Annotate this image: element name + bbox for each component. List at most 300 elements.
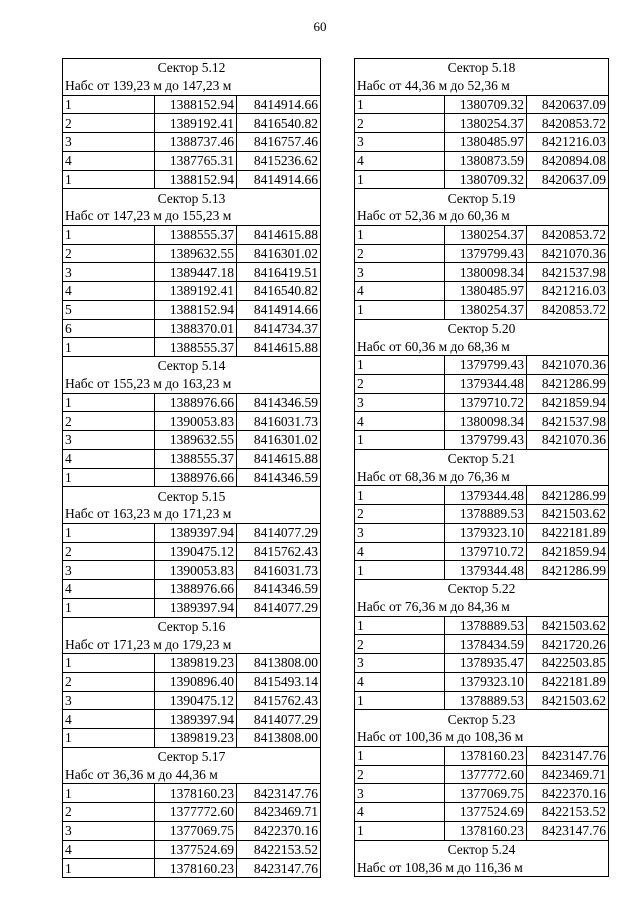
point-number-cell: 1	[63, 598, 155, 617]
table-row	[63, 114, 321, 133]
y-coordinate-cell: 8415493.14	[237, 672, 321, 691]
table-row	[63, 431, 321, 450]
table-row	[63, 319, 321, 338]
sector-title-row	[355, 580, 609, 598]
x-coordinate-cell: 1390896.40	[155, 672, 237, 691]
point-number-cell: 4	[355, 412, 445, 431]
y-coordinate-cell: 8421286.99	[527, 374, 609, 393]
x-coordinate-cell: 1390053.83	[155, 561, 237, 580]
table-row	[63, 300, 321, 319]
point-number-cell: 1	[355, 561, 445, 580]
sector-height-range: Набс от 100,36 м до 108,36 м	[355, 728, 609, 746]
x-coordinate-cell: 1388976.66	[155, 468, 237, 487]
y-coordinate-cell: 8420853.72	[527, 114, 609, 133]
point-number-cell: 6	[63, 319, 155, 338]
y-coordinate-cell: 8420894.08	[527, 151, 609, 170]
y-coordinate-cell: 8422370.16	[527, 784, 609, 803]
table-row	[355, 746, 609, 765]
x-coordinate-cell: 1380709.32	[445, 170, 527, 189]
x-coordinate-cell: 1389397.94	[155, 710, 237, 729]
y-coordinate-cell: 8414914.66	[237, 170, 321, 189]
y-coordinate-cell: 8416757.46	[237, 133, 321, 152]
table-row	[355, 133, 609, 152]
point-number-cell: 2	[355, 114, 445, 133]
table-row	[63, 449, 321, 468]
x-coordinate-cell: 1388152.94	[155, 95, 237, 114]
sector-range-row	[355, 337, 609, 355]
table-row	[63, 784, 321, 803]
point-number-cell: 2	[355, 765, 445, 784]
x-coordinate-cell: 1379344.48	[445, 561, 527, 580]
table-row	[355, 263, 609, 282]
point-number-cell: 2	[63, 542, 155, 561]
x-coordinate-cell: 1379799.43	[445, 431, 527, 450]
sector-title-row	[355, 710, 609, 728]
page-number: 60	[313, 19, 327, 34]
x-coordinate-cell: 1389632.55	[155, 244, 237, 263]
point-number-cell: 1	[355, 95, 445, 114]
y-coordinate-cell: 8413808.00	[237, 654, 321, 673]
x-coordinate-cell: 1380098.34	[445, 412, 527, 431]
point-number-cell: 1	[63, 859, 155, 878]
point-number-cell: 1	[355, 431, 445, 450]
x-coordinate-cell: 1388152.94	[155, 170, 237, 189]
point-number-cell: 3	[355, 133, 445, 152]
y-coordinate-cell: 8421859.94	[527, 393, 609, 412]
sector-title: Сектор 5.21	[355, 449, 609, 467]
point-number-cell: 3	[63, 431, 155, 450]
x-coordinate-cell: 1378160.23	[445, 821, 527, 840]
table-row	[355, 393, 609, 412]
sector-height-range: Набс от 36,36 м до 44,36 м	[63, 766, 321, 784]
point-number-cell: 3	[63, 561, 155, 580]
y-coordinate-cell: 8414346.59	[237, 393, 321, 412]
sector-title: Сектор 5.22	[355, 580, 609, 598]
x-coordinate-cell: 1380254.37	[445, 114, 527, 133]
x-coordinate-cell: 1378160.23	[155, 859, 237, 878]
point-number-cell: 4	[63, 151, 155, 170]
x-coordinate-cell: 1379344.48	[445, 486, 527, 505]
y-coordinate-cell: 8416301.02	[237, 244, 321, 263]
table-row	[355, 561, 609, 580]
table-row	[63, 654, 321, 673]
table-row	[63, 729, 321, 748]
y-coordinate-cell: 8416031.73	[237, 412, 321, 431]
x-coordinate-cell: 1377772.60	[155, 803, 237, 822]
sector-title-row	[355, 59, 609, 77]
point-number-cell: 1	[355, 486, 445, 505]
table-row	[355, 95, 609, 114]
sector-height-range: Набс от 171,23 м до 179,23 м	[63, 635, 321, 653]
table-row	[63, 468, 321, 487]
right-coordinates-table	[354, 58, 609, 877]
point-number-cell: 3	[355, 523, 445, 542]
x-coordinate-cell: 1380098.34	[445, 263, 527, 282]
point-number-cell: 1	[355, 225, 445, 244]
point-number-cell: 2	[355, 635, 445, 654]
table-row	[63, 821, 321, 840]
table-row	[355, 654, 609, 673]
point-number-cell: 2	[63, 412, 155, 431]
y-coordinate-cell: 8421503.62	[527, 691, 609, 710]
table-row	[355, 523, 609, 542]
y-coordinate-cell: 8421720.26	[527, 635, 609, 654]
x-coordinate-cell: 1389632.55	[155, 431, 237, 450]
x-coordinate-cell: 1378434.59	[445, 635, 527, 654]
table-row	[355, 225, 609, 244]
y-coordinate-cell: 8423469.71	[237, 803, 321, 822]
x-coordinate-cell: 1388737.46	[155, 133, 237, 152]
y-coordinate-cell: 8414914.66	[237, 300, 321, 319]
y-coordinate-cell: 8421216.03	[527, 282, 609, 301]
point-number-cell: 3	[355, 784, 445, 803]
x-coordinate-cell: 1380254.37	[445, 300, 527, 319]
table-row	[355, 486, 609, 505]
table-row	[355, 114, 609, 133]
x-coordinate-cell: 1390475.12	[155, 542, 237, 561]
table-row	[63, 151, 321, 170]
y-coordinate-cell: 8414734.37	[237, 319, 321, 338]
x-coordinate-cell: 1389819.23	[155, 654, 237, 673]
table-row	[355, 784, 609, 803]
x-coordinate-cell: 1388976.66	[155, 580, 237, 599]
x-coordinate-cell: 1380485.97	[445, 133, 527, 152]
y-coordinate-cell: 8423147.76	[527, 746, 609, 765]
sector-height-range: Набс от 44,36 м до 52,36 м	[355, 77, 609, 95]
x-coordinate-cell: 1389192.41	[155, 282, 237, 301]
y-coordinate-cell: 8416031.73	[237, 561, 321, 580]
table-row	[355, 505, 609, 524]
sector-title: Сектор 5.16	[63, 617, 321, 635]
x-coordinate-cell: 1379799.43	[445, 244, 527, 263]
point-number-cell: 4	[355, 672, 445, 691]
y-coordinate-cell: 8421537.98	[527, 412, 609, 431]
y-coordinate-cell: 8415762.43	[237, 542, 321, 561]
point-number-cell: 1	[355, 691, 445, 710]
point-number-cell: 1	[355, 170, 445, 189]
table-row	[355, 616, 609, 635]
table-row	[63, 244, 321, 263]
x-coordinate-cell: 1388555.37	[155, 338, 237, 357]
sector-range-row	[355, 598, 609, 616]
y-coordinate-cell: 8415762.43	[237, 691, 321, 710]
y-coordinate-cell: 8414346.59	[237, 580, 321, 599]
y-coordinate-cell: 8420853.72	[527, 300, 609, 319]
x-coordinate-cell: 1378889.53	[445, 691, 527, 710]
sector-range-row	[63, 766, 321, 784]
point-number-cell: 3	[63, 691, 155, 710]
sector-title: Сектор 5.23	[355, 710, 609, 728]
point-number-cell: 4	[355, 282, 445, 301]
sector-title: Сектор 5.15	[63, 487, 321, 505]
y-coordinate-cell: 8421070.36	[527, 244, 609, 263]
sector-height-range: Набс от 108,36 м до 116,36 м	[355, 858, 609, 876]
table-row	[355, 151, 609, 170]
x-coordinate-cell: 1379323.10	[445, 523, 527, 542]
table-row	[63, 338, 321, 357]
table-row	[63, 523, 321, 542]
table-row	[355, 300, 609, 319]
point-number-cell: 1	[63, 729, 155, 748]
sector-range-row	[355, 858, 609, 876]
point-number-cell: 3	[63, 133, 155, 152]
right-table-body	[355, 59, 609, 877]
table-row	[63, 803, 321, 822]
y-coordinate-cell: 8414077.29	[237, 710, 321, 729]
point-number-cell: 3	[355, 654, 445, 673]
sector-range-row	[355, 207, 609, 225]
y-coordinate-cell: 8416540.82	[237, 282, 321, 301]
point-number-cell: 4	[63, 710, 155, 729]
point-number-cell: 1	[63, 225, 155, 244]
point-number-cell: 1	[63, 654, 155, 673]
point-number-cell: 2	[355, 505, 445, 524]
table-row	[355, 374, 609, 393]
point-number-cell: 4	[63, 580, 155, 599]
sector-title-row	[63, 189, 321, 207]
table-row	[63, 859, 321, 878]
point-number-cell: 1	[355, 616, 445, 635]
y-coordinate-cell: 8421286.99	[527, 486, 609, 505]
table-row	[63, 95, 321, 114]
table-row	[355, 635, 609, 654]
table-row	[355, 542, 609, 561]
sector-title-row	[355, 319, 609, 337]
x-coordinate-cell: 1379323.10	[445, 672, 527, 691]
point-number-cell: 4	[355, 151, 445, 170]
x-coordinate-cell: 1380254.37	[445, 225, 527, 244]
x-coordinate-cell: 1377772.60	[445, 765, 527, 784]
sector-height-range: Набс от 163,23 м до 171,23 м	[63, 505, 321, 523]
x-coordinate-cell: 1379344.48	[445, 374, 527, 393]
y-coordinate-cell: 8414346.59	[237, 468, 321, 487]
x-coordinate-cell: 1389397.94	[155, 523, 237, 542]
point-number-cell: 4	[355, 803, 445, 822]
point-number-cell: 2	[355, 244, 445, 263]
y-coordinate-cell: 8421537.98	[527, 263, 609, 282]
sector-title-row	[63, 59, 321, 77]
table-row	[355, 244, 609, 263]
y-coordinate-cell: 8421286.99	[527, 561, 609, 580]
x-coordinate-cell: 1378889.53	[445, 616, 527, 635]
y-coordinate-cell: 8422370.16	[237, 821, 321, 840]
point-number-cell: 3	[63, 263, 155, 282]
point-number-cell: 4	[355, 542, 445, 561]
y-coordinate-cell: 8420637.09	[527, 95, 609, 114]
table-row	[355, 821, 609, 840]
x-coordinate-cell: 1388555.37	[155, 225, 237, 244]
x-coordinate-cell: 1389819.23	[155, 729, 237, 748]
table-row	[63, 282, 321, 301]
sector-title: Сектор 5.12	[63, 59, 321, 77]
sector-title-row	[63, 747, 321, 765]
sector-height-range: Набс от 139,23 м до 147,23 м	[63, 77, 321, 95]
sector-title-row	[355, 189, 609, 207]
table-row	[355, 803, 609, 822]
x-coordinate-cell: 1390475.12	[155, 691, 237, 710]
x-coordinate-cell: 1378889.53	[445, 505, 527, 524]
left-coordinates-table	[62, 58, 321, 878]
x-coordinate-cell: 1378160.23	[445, 746, 527, 765]
table-row	[355, 431, 609, 450]
y-coordinate-cell: 8421070.36	[527, 431, 609, 450]
table-row	[355, 672, 609, 691]
y-coordinate-cell: 8423147.76	[237, 859, 321, 878]
table-row	[63, 840, 321, 859]
sector-title: Сектор 5.19	[355, 189, 609, 207]
point-number-cell: 2	[355, 374, 445, 393]
y-coordinate-cell: 8413808.00	[237, 729, 321, 748]
sector-range-row	[63, 77, 321, 95]
table-row	[63, 691, 321, 710]
table-row	[355, 691, 609, 710]
sector-title: Сектор 5.20	[355, 319, 609, 337]
point-number-cell: 3	[355, 263, 445, 282]
x-coordinate-cell: 1380709.32	[445, 95, 527, 114]
table-row	[63, 710, 321, 729]
x-coordinate-cell: 1378935.47	[445, 654, 527, 673]
table-row	[63, 580, 321, 599]
point-number-cell: 1	[63, 95, 155, 114]
sector-height-range: Набс от 76,36 м до 84,36 м	[355, 598, 609, 616]
point-number-cell: 2	[63, 803, 155, 822]
x-coordinate-cell: 1377524.69	[445, 803, 527, 822]
y-coordinate-cell: 8421503.62	[527, 616, 609, 635]
sector-title: Сектор 5.14	[63, 357, 321, 375]
table-row	[63, 225, 321, 244]
table-row	[63, 542, 321, 561]
point-number-cell: 4	[63, 449, 155, 468]
table-row	[63, 133, 321, 152]
x-coordinate-cell: 1377524.69	[155, 840, 237, 859]
table-row	[63, 170, 321, 189]
point-number-cell: 3	[63, 821, 155, 840]
x-coordinate-cell: 1377069.75	[155, 821, 237, 840]
y-coordinate-cell: 8423147.76	[527, 821, 609, 840]
sector-title: Сектор 5.13	[63, 189, 321, 207]
y-coordinate-cell: 8414615.88	[237, 449, 321, 468]
table-row	[355, 282, 609, 301]
point-number-cell: 1	[63, 523, 155, 542]
y-coordinate-cell: 8414077.29	[237, 598, 321, 617]
sector-title: Сектор 5.18	[355, 59, 609, 77]
x-coordinate-cell: 1377069.75	[445, 784, 527, 803]
table-row	[63, 393, 321, 412]
table-row	[63, 561, 321, 580]
point-number-cell: 1	[63, 784, 155, 803]
sector-title: Сектор 5.17	[63, 747, 321, 765]
y-coordinate-cell: 8414615.88	[237, 338, 321, 357]
x-coordinate-cell: 1379710.72	[445, 542, 527, 561]
x-coordinate-cell: 1379710.72	[445, 393, 527, 412]
sector-range-row	[63, 635, 321, 653]
x-coordinate-cell: 1388152.94	[155, 300, 237, 319]
y-coordinate-cell: 8421216.03	[527, 133, 609, 152]
sector-title-row	[63, 617, 321, 635]
sector-title: Сектор 5.24	[355, 840, 609, 858]
point-number-cell: 4	[63, 840, 155, 859]
sector-title-row	[63, 487, 321, 505]
y-coordinate-cell: 8422181.89	[527, 672, 609, 691]
point-number-cell: 5	[63, 300, 155, 319]
sector-range-row	[63, 375, 321, 393]
y-coordinate-cell: 8416540.82	[237, 114, 321, 133]
x-coordinate-cell: 1380873.59	[445, 151, 527, 170]
sector-height-range: Набс от 52,36 м до 60,36 м	[355, 207, 609, 225]
point-number-cell: 3	[355, 393, 445, 412]
y-coordinate-cell: 8422153.52	[527, 803, 609, 822]
y-coordinate-cell: 8420853.72	[527, 225, 609, 244]
point-number-cell: 2	[63, 114, 155, 133]
point-number-cell: 1	[355, 746, 445, 765]
point-number-cell: 1	[355, 356, 445, 375]
point-number-cell: 1	[355, 300, 445, 319]
sector-height-range: Набс от 147,23 м до 155,23 м	[63, 207, 321, 225]
x-coordinate-cell: 1388555.37	[155, 449, 237, 468]
sector-height-range: Набс от 60,36 м до 68,36 м	[355, 337, 609, 355]
table-row	[355, 170, 609, 189]
table-row	[63, 412, 321, 431]
table-row	[63, 598, 321, 617]
point-number-cell: 2	[63, 244, 155, 263]
point-number-cell: 1	[355, 821, 445, 840]
y-coordinate-cell: 8421503.62	[527, 505, 609, 524]
y-coordinate-cell: 8422181.89	[527, 523, 609, 542]
y-coordinate-cell: 8416301.02	[237, 431, 321, 450]
x-coordinate-cell: 1387765.31	[155, 151, 237, 170]
point-number-cell: 4	[63, 282, 155, 301]
left-table-body	[63, 59, 321, 878]
x-coordinate-cell: 1390053.83	[155, 412, 237, 431]
x-coordinate-cell: 1389447.18	[155, 263, 237, 282]
sector-range-row	[63, 505, 321, 523]
y-coordinate-cell: 8421070.36	[527, 356, 609, 375]
y-coordinate-cell: 8423469.71	[527, 765, 609, 784]
x-coordinate-cell: 1389397.94	[155, 598, 237, 617]
y-coordinate-cell: 8422503.85	[527, 654, 609, 673]
point-number-cell: 1	[63, 468, 155, 487]
x-coordinate-cell: 1380485.97	[445, 282, 527, 301]
table-row	[355, 412, 609, 431]
x-coordinate-cell: 1378160.23	[155, 784, 237, 803]
y-coordinate-cell: 8415236.62	[237, 151, 321, 170]
sector-height-range: Набс от 155,23 м до 163,23 м	[63, 375, 321, 393]
y-coordinate-cell: 8422153.52	[237, 840, 321, 859]
point-number-cell: 1	[63, 338, 155, 357]
x-coordinate-cell: 1388976.66	[155, 393, 237, 412]
y-coordinate-cell: 8416419.51	[237, 263, 321, 282]
table-row	[63, 672, 321, 691]
y-coordinate-cell: 8414077.29	[237, 523, 321, 542]
sector-height-range: Набс от 68,36 м до 76,36 м	[355, 468, 609, 486]
y-coordinate-cell: 8421859.94	[527, 542, 609, 561]
x-coordinate-cell: 1388370.01	[155, 319, 237, 338]
sector-title-row	[63, 357, 321, 375]
sector-title-row	[355, 449, 609, 467]
y-coordinate-cell: 8423147.76	[237, 784, 321, 803]
y-coordinate-cell: 8414615.88	[237, 225, 321, 244]
sector-range-row	[63, 207, 321, 225]
table-row	[63, 263, 321, 282]
sector-range-row	[355, 77, 609, 95]
y-coordinate-cell: 8414914.66	[237, 95, 321, 114]
sector-range-row	[355, 728, 609, 746]
table-row	[355, 356, 609, 375]
point-number-cell: 2	[63, 672, 155, 691]
sector-title-row	[355, 840, 609, 858]
y-coordinate-cell: 8420637.09	[527, 170, 609, 189]
point-number-cell: 1	[63, 170, 155, 189]
